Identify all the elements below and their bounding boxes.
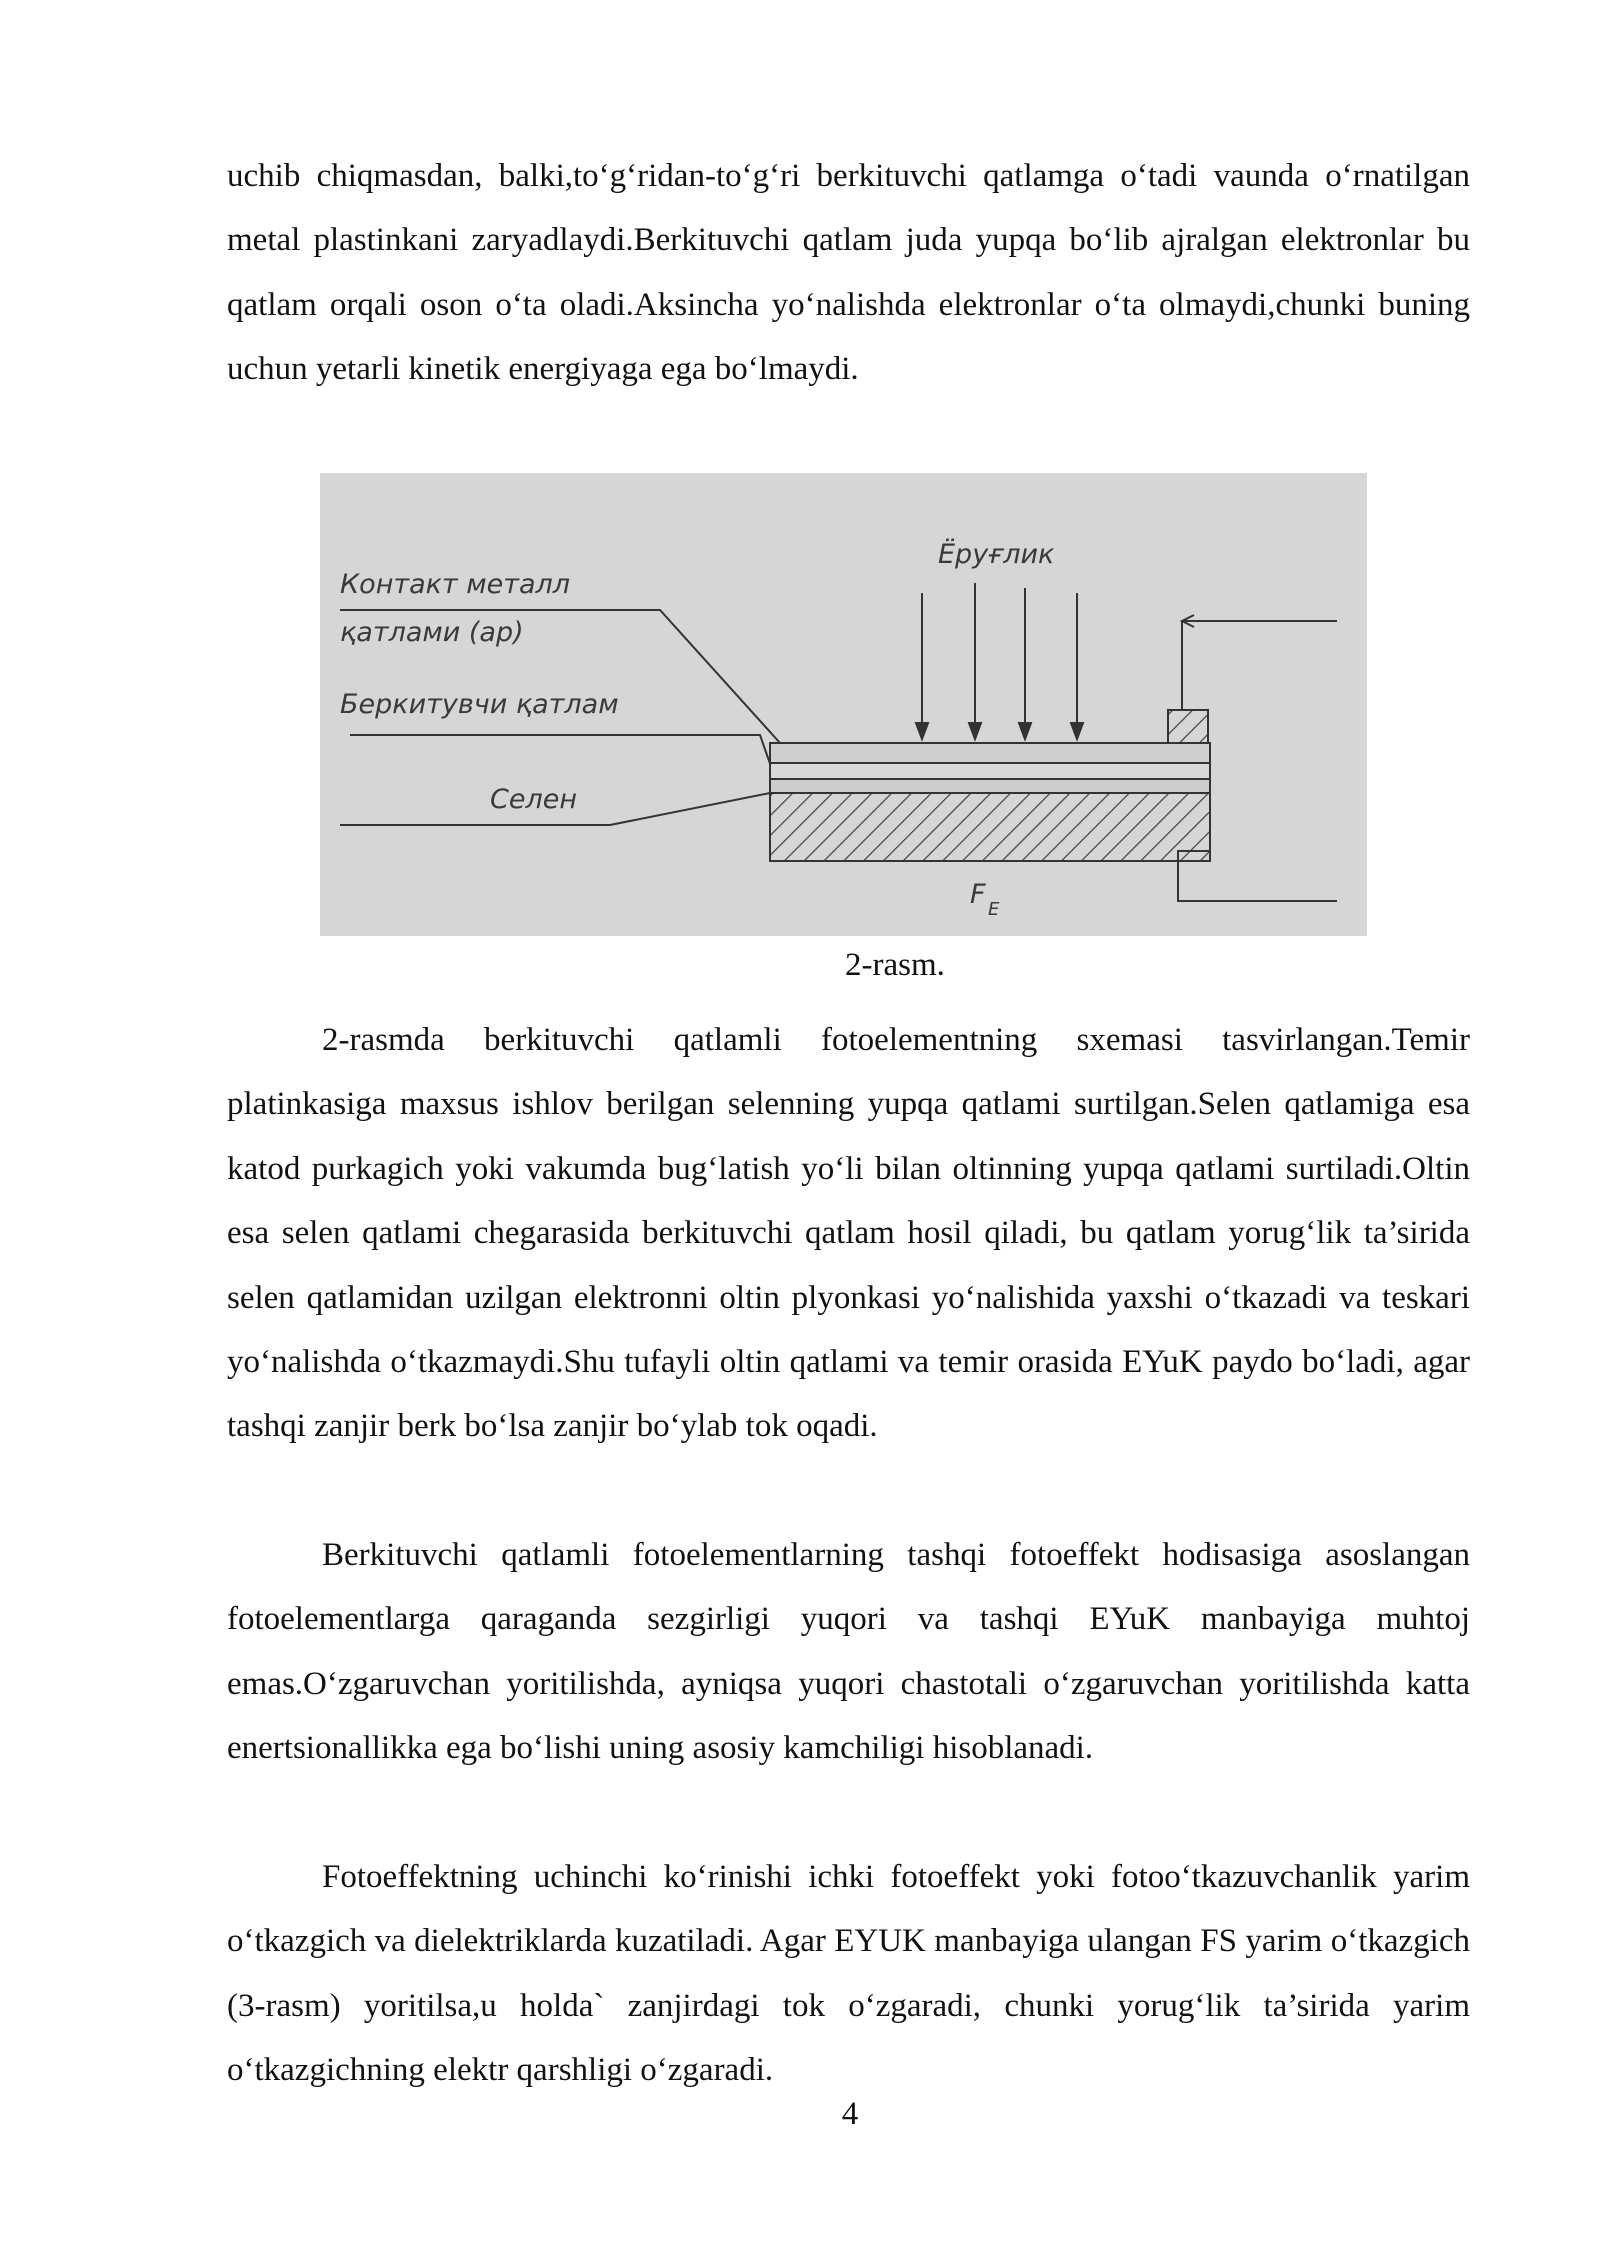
- paragraph-3: Berkituvchi qatlamli fotoelementlarning tashqi fotoeffekt hodisasiga asoslangan fotoelementlarga qaraganda sezgirligi yuqori va tashqi EYuK manbayiga muhtoj emas.O‘zgaruvchan yoritilishda, ayniqsa yuqori chastotali o‘zgaruvchan yoritilishda katta enertsionallikka ega bo‘lishi uning asosiy kamchiligi hisoblanadi.: [227, 1537, 1470, 1767]
- contact-electrode: [1168, 710, 1208, 743]
- gold-layer: [770, 743, 1210, 763]
- paragraph-2: 2-rasmda berkituvchi qatlamli fotoelementning sxemasi tasvirlangan.Temir platinkasiga maxsus ishlov berilgan selenning yupqa qatlami surtilgan.Selen qatlamiga esa katod purkagich yoki vakumda bug‘latish yo‘li bilan oltinning yupqa qatlami surtiladi.Oltin esa selen qatlami chegarasida berkituvchi qatlam hosil qiladi, bu qatlam yorug‘lik ta’sirida selen qatlamidan uzilgan elektronni oltin plyonkasi yo‘nalishida yaxshi o‘tkazadi va teskari yo‘nalishda o‘tkazmaydi.Shu tufayli oltin qatlami va temir orasida EYuK paydo bo‘ladi, agar tashqi zanjir berk bo‘lsa zanjir bo‘ylab tok oqadi.: [227, 1022, 1470, 1445]
- paragraph-1: uchib chiqmasdan, balki,to‘g‘ridan-to‘g‘ri berkituvchi qatlamga o‘tadi vaunda o‘rnatilgan metal plastinkani zaryadlaydi.Berkituvchi qatlam juda yupqa bo‘lib ajralgan elektronlar bu qatlam orqali oson o‘ta oladi.Aksincha yo‘nalishda elektronlar o‘ta olmaydi,chunki buning uchun yetarli kinetik energiyaga ega bo‘lmaydi.: [227, 158, 1470, 388]
- label-contact-line1: Контакт металл: [340, 569, 571, 600]
- leader-line-barrier: [350, 735, 775, 778]
- figure-caption: 2-rasm.: [845, 947, 945, 983]
- light-arrows: [916, 583, 1083, 739]
- terminal-wire-top: [1182, 621, 1337, 710]
- figure-photoelement-diagram: [320, 473, 1367, 936]
- page-number: 4: [841, 2096, 859, 2132]
- barrier-layer: [770, 763, 1210, 779]
- label-light: Ёруғлик: [938, 539, 1055, 570]
- iron-plate: [770, 793, 1210, 861]
- label-contact-line2: қатлами (ap): [340, 617, 524, 648]
- selen-layer: [770, 779, 1210, 793]
- label-barrier: Беркитувчи қатлам: [340, 689, 619, 720]
- paragraph-4: Fotoeffektning uchinchi ko‘rinishi ichki fotoeffekt yoki fotoo‘tkazuvchanlik yarim o‘tkazgich va dielektriklarda kuzatiladi. Agar EYUK manbayiga ulangan FS yarim o‘tkazgich (3-rasm) yoritilsa,u holda` zanjirdagi tok o‘zgaradi, chunki yorug‘lik ta’sirida yarim o‘tkazgichning elektr qarshligi o‘zgaradi.: [227, 1859, 1470, 2089]
- label-fe: F: [970, 879, 986, 910]
- diagram-svg: [320, 473, 1367, 936]
- label-fe-subscript: E: [988, 899, 1000, 920]
- label-selen: Селен: [490, 784, 577, 815]
